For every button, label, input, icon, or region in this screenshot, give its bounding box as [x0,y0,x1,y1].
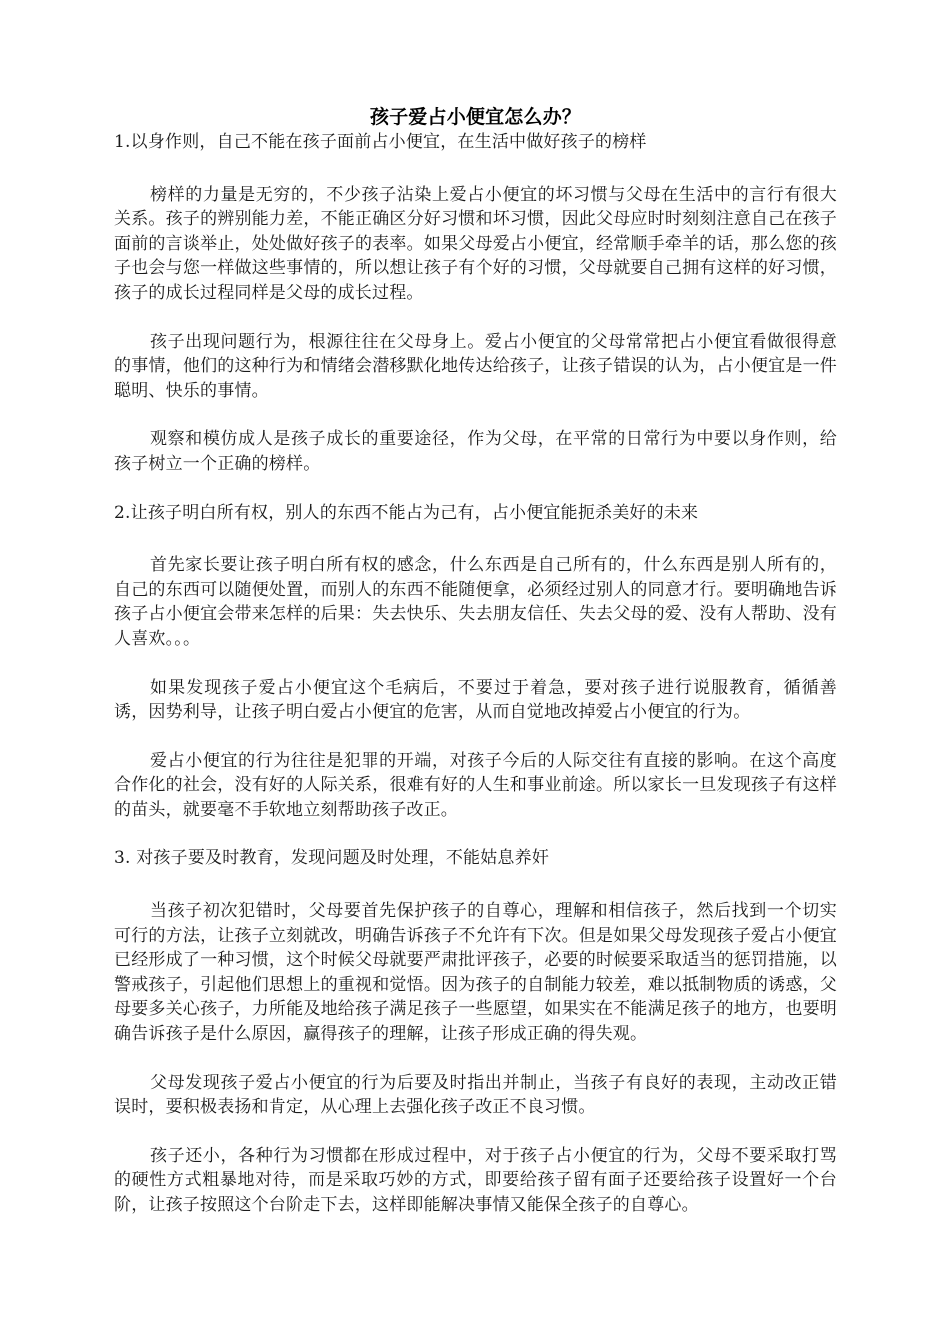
document-title: 孩子爱占小便宜怎么办？ [369,106,582,128]
paragraph: 孩子出现问题行为，根源往往在父母身上。爱占小便宜的父母常常把占小便宜看做很得意的事情，他们的这种行为和情绪会潜移默化地传达给孩子，让孩子错误的认为，占小便宜是一件聪明、快乐的事情。 [114,331,837,401]
section-heading-2: 2.让孩子明白所有权，别人的东西不能占为己有，占小便宜能扼杀美好的未来 [114,502,699,523]
section-heading-3: 3. 对孩子要及时教育，发现问题及时处理，不能姑息养奸 [114,848,550,869]
paragraph: 当孩子初次犯错时，父母要首先保护孩子的自尊心，理解和相信孩子，然后找到一个切实可行的方法，让孩子立刻就改，明确告诉孩子不允许有下次。但是如果父母发现孩子爱占小便宜已经形成了一种习惯，这个时候父母就要严肃批评孩子，必要的时候要采取适当的惩罚措施，以警戒孩子，引起他们思想上的重视和觉悟。因为孩子的自制能力较差，难以抵制物质的诱惑，父母要多关心孩子，力所能及地给孩子满足孩子一些愿望，如果实在不能满足孩子的地方，也要明确告诉孩子是什么原因，赢得孩子的理解，让孩子形成正确的得失观。 [114,901,837,1045]
section-heading-1: 1.以身作则，自己不能在孩子面前占小便宜，在生活中做好孩子的榜样 [114,132,647,152]
paragraph: 爱占小便宜的行为往往是犯罪的开端，对孩子今后的人际交往有直接的影响。在这个高度合作化的社会，没有好的人际关系，很难有好的人生和事业前途。所以家长一旦发现孩子有这样的苗头，就要毫不手软地立刻帮助孩子改正。 [114,750,837,820]
paragraph: 首先家长要让孩子明白所有权的感念，什么东西是自己所有的，什么东西是别人所有的，自己的东西可以随便处置，而别人的东西不能随便拿，必须经过别人的同意才行。要明确地告诉孩子占小便宜会带来怎样的后果：失去快乐、失去朋友信任、失去父母的爱、没有人帮助、没有人喜欢。。。 [114,555,837,649]
paragraph: 榜样的力量是无穷的，不少孩子沾染上爱占小便宜的坏习惯与父母在生活中的言行有很大关系。孩子的辨别能力差，不能正确区分好习惯和坏习惯，因此父母应时时刻刻注意自己在孩子面前的言谈举止，处处做好孩子的表率。如果父母爱占小便宜，经常顺手牵羊的话，那么您的孩子也会与您一样做这些事情的，所以想让孩子有个好的习惯，父母就要自己拥有这样的好习惯，孩子的成长过程同样是父母的成长过程。 [114,184,837,303]
paragraph: 如果发现孩子爱占小便宜这个毛病后，不要过于着急，要对孩子进行说服教育，循循善诱，因势利导，让孩子明白爱占小便宜的危害，从而自觉地改掉爱占小便宜的行为。 [114,677,837,723]
paragraph: 父母发现孩子爱占小便宜的行为后要及时指出并制止，当孩子有良好的表现，主动改正错误时，要积极表扬和肯定，从心理上去强化孩子改正不良习惯。 [114,1072,837,1118]
paragraph: 孩子还小，各种行为习惯都在形成过程中，对于孩子占小便宜的行为，父母不要采取打骂的硬性方式粗暴地对待，而是采取巧妙的方式，即要给孩子留有面子还要给孩子设置好一个台阶，让孩子按照这个台阶走下去，这样即能解决事情又能保全孩子的自尊心。 [114,1145,837,1215]
paragraph: 观察和模仿成人是孩子成长的重要途径，作为父母，在平常的日常行为中要以身作则，给孩子树立一个正确的榜样。 [114,429,837,474]
